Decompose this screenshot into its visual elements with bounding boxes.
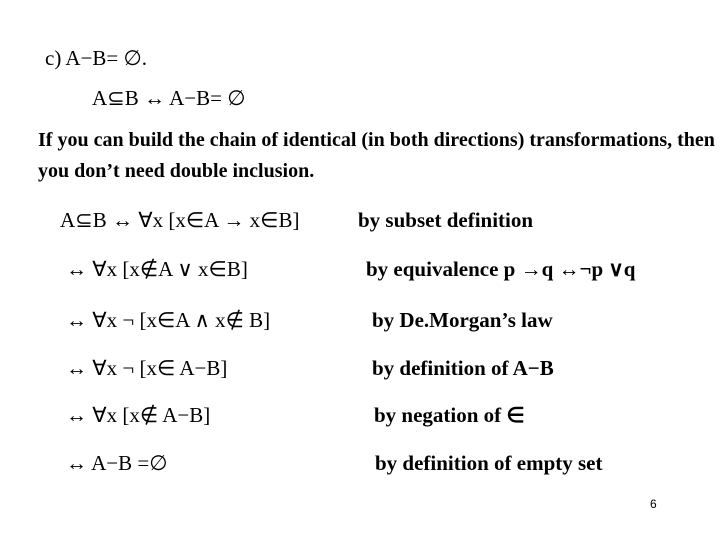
claim-statement: A⊆B ↔ A−B= ∅ bbox=[92, 86, 246, 110]
page-number: 6 bbox=[650, 497, 657, 511]
step-justification: by definition of empty set bbox=[375, 451, 603, 475]
step-formula: ↔ ∀x [x∉A ∨ x∈B] bbox=[66, 257, 248, 281]
part-heading: c) A−B= ∅. bbox=[45, 46, 148, 70]
step-justification: by negation of ∈ bbox=[374, 403, 525, 427]
step-formula: A⊆B ↔ ∀x [x∈A → x∈B] bbox=[60, 208, 300, 232]
step-formula: ↔ A−B =∅ bbox=[66, 451, 168, 475]
step-formula: ↔ ∀x [x∉ A−B] bbox=[66, 403, 211, 427]
step-justification: by De.Morgan’s law bbox=[372, 308, 553, 332]
step-formula: ↔ ∀x ¬ [x∈A ∧ x∉ B] bbox=[66, 308, 271, 332]
step-justification: by subset definition bbox=[358, 208, 534, 232]
step-formula: ↔ ∀x ¬ [x∈ A−B] bbox=[66, 356, 228, 380]
step-justification: by equivalence p →q ↔¬p ∨q bbox=[366, 257, 636, 281]
explanation-text: If you can build the chain of identical (in both directions) transformations, then you don’t need double inclusion. bbox=[38, 129, 715, 182]
step-justification: by definition of A−B bbox=[372, 356, 554, 380]
